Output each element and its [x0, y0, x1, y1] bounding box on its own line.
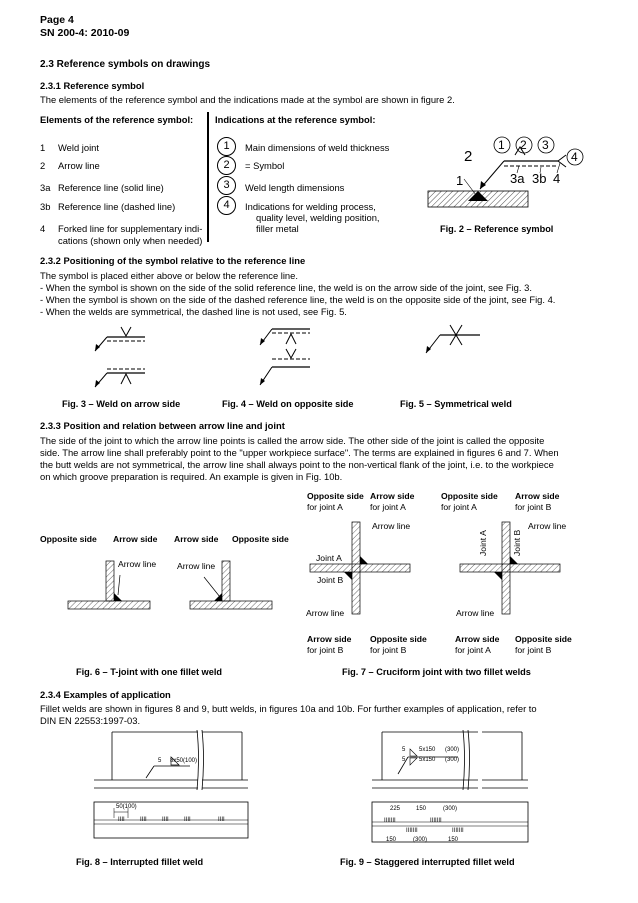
fig7-bottom-forB-3: for joint B — [515, 645, 552, 655]
fig7-joint-a-vertical: Joint A — [478, 530, 488, 556]
indication-2-label: = Symbol — [245, 160, 285, 171]
fig9-dim-300-bottom: (300) — [413, 837, 428, 843]
fig7-top-opposite-1: Opposite side — [307, 491, 364, 501]
section-2-3-3-title: 2.3.3 Position and relation between arrow line and joint — [40, 420, 285, 431]
fig6-arrow-line-label-1: Arrow line — [118, 559, 157, 569]
fig7-arrow-line-bottom-1: Arrow line — [306, 608, 345, 618]
svg-text:IIIIIII: IIIIIII — [452, 828, 464, 834]
fig6-label-arrow-2: Arrow side — [174, 534, 219, 544]
fig7-bottom-forA: for joint A — [455, 645, 491, 655]
fig4-weld-on-opposite-side — [250, 323, 330, 395]
element-2-label: Arrow line — [58, 160, 100, 171]
fig8-weld-size: 5 — [158, 758, 162, 764]
fig9-dim-300-top: (300) — [443, 806, 458, 812]
fig9-dim-150-bottom-2: 150 — [448, 837, 459, 843]
section-2-3-3-line-2: side. The arrow line shall preferably point to the "upper workpiece surface". The terms are explained in figures 6 and 7. When — [40, 447, 559, 458]
fig2-label-3: 3 — [542, 138, 549, 152]
svg-text:IIII: IIII — [184, 817, 191, 823]
fig4-caption: Fig. 4 – Weld on opposite side — [222, 399, 354, 409]
section-2-3-2-line-2: - When the symbol is shown on the side of the solid reference line, the weld is on the arrow side of the joint, see Fig. 3. — [40, 282, 532, 293]
fig9-weld-size-lower: 5 — [402, 757, 406, 763]
fig7-bottom-opposite-2: Opposite side — [515, 634, 572, 644]
fig2-reference-symbol-diagram — [420, 133, 600, 213]
fig7-top-forA-3: for joint A — [441, 502, 477, 512]
element-3a-label: Reference line (solid line) — [58, 182, 164, 193]
fig7-joint-a: Joint A — [316, 553, 342, 563]
section-2-3-3-line-3: the butt welds are not symmetrical, the arrow line shall always point to the non-vertical flank of the joint, i.e. to the workpiece — [40, 459, 554, 470]
svg-text:IIII: IIII — [218, 817, 225, 823]
indication-3-number: 3 — [217, 176, 236, 195]
fig9-dim-150-top: 150 — [416, 806, 427, 812]
fig6-label-arrow-1: Arrow side — [113, 534, 158, 544]
svg-text:IIII: IIII — [162, 817, 169, 823]
standard-id: SN 200-4: 2010-09 — [40, 27, 130, 39]
fig7-bottom-forB-2: for joint B — [370, 645, 407, 655]
indication-2-number: 2 — [217, 156, 236, 175]
fig2-label-3a: 3a — [510, 171, 525, 186]
fig7-joint-b-vertical: Joint B — [512, 529, 522, 556]
fig6-label-opposite-1: Opposite side — [40, 534, 97, 544]
fig6-label-opposite-2: Opposite side — [232, 534, 289, 544]
section-2-3-3-line-1: The side of the joint to which the arrow line points is called the arrow side. The other side of the joint is called the opposite — [40, 435, 545, 446]
element-1-label: Weld joint — [58, 142, 99, 153]
fig5-caption: Fig. 5 – Symmetrical weld — [400, 399, 512, 409]
section-2-3-2-title: 2.3.2 Positioning of the symbol relative to the reference line — [40, 255, 306, 266]
fig6-arrow-line-label-2: Arrow line — [177, 561, 216, 571]
fig5-symmetrical-weld — [420, 323, 500, 363]
indication-4-label: Indications for welding process, — [245, 201, 376, 212]
section-2-3-4-title: 2.3.4 Examples of application — [40, 689, 171, 700]
fig7-top-forB: for joint B — [515, 502, 552, 512]
section-2-3-title: 2.3 Reference symbols on drawings — [40, 59, 211, 70]
section-2-3-2-line-3: - When the symbol is shown on the side of the dashed reference line, the weld is on the opposite side of the joint, see Fig. 4. — [40, 294, 556, 305]
fig2-label-1: 1 — [498, 138, 505, 152]
section-2-3-2-line-1: The symbol is placed either above or below the reference line. — [40, 270, 298, 281]
element-2-key: 2 — [40, 160, 46, 171]
element-3b-key: 3b — [40, 201, 51, 212]
fig2-label-joint-1: 1 — [456, 173, 464, 188]
indication-4-label-cont2: filler metal — [256, 223, 299, 234]
fig2-label-2: 2 — [520, 138, 527, 152]
svg-text:IIIIIII: IIIIIII — [406, 828, 418, 834]
element-4-key: 4 — [40, 223, 46, 234]
section-2-3-4-line-1: Fillet welds are shown in figures 8 and 9, butt welds, in figures 10a and 10b. For further examples of application, refer to — [40, 703, 537, 714]
fig3-caption: Fig. 3 – Weld on arrow side — [62, 399, 181, 409]
fig8-caption: Fig. 8 – Interrupted fillet weld — [76, 857, 204, 867]
indication-4-number: 4 — [217, 196, 236, 215]
indication-4-label-cont1: quality level, welding position, — [256, 212, 380, 223]
fig7-arrow-line-top-2: Arrow line — [528, 521, 567, 531]
fig8-interrupted-fillet-weld-diagram — [90, 730, 250, 840]
fig2-label-forked-4: 4 — [553, 171, 561, 186]
fig3-weld-on-arrow-side — [85, 323, 165, 395]
element-3a-key: 3a — [40, 182, 51, 193]
fig9-weld-size-upper: 5 — [402, 747, 406, 753]
indication-1-label: Main dimensions of weld thickness — [245, 142, 390, 153]
fig7-top-forA-1: for joint A — [307, 502, 343, 512]
section-2-3-3-line-4: on which groove preparation is required. An example is given in Fig. 10b. — [40, 471, 343, 482]
element-4-label: Forked line for supplementary indi- — [58, 223, 203, 234]
fig6-caption: Fig. 6 – T-joint with one fillet weld — [76, 667, 222, 677]
fig2-caption: Fig. 2 – Reference symbol — [440, 224, 554, 234]
element-4-label-cont: cations (shown only when needed) — [58, 235, 203, 246]
fig7-arrow-line-top-1: Arrow line — [372, 521, 411, 531]
fig9-pitch-lower: (300) — [445, 757, 460, 763]
fig7-cruciform-joint-diagram — [300, 518, 590, 618]
indication-1-number: 1 — [217, 137, 236, 156]
section-2-3-1-title: 2.3.1 Reference symbol — [40, 80, 145, 91]
element-3b-label: Reference line (dashed line) — [58, 201, 176, 212]
indication-3-label: Weld length dimensions — [245, 182, 345, 193]
fig7-bottom-arrow-2: Arrow side — [455, 634, 500, 644]
indications-heading: Indications at the reference symbol: — [215, 114, 376, 125]
fig7-top-forA-2: for joint A — [370, 502, 406, 512]
section-2-3-4-line-2: DIN EN 22553:1997-03. — [40, 715, 141, 726]
page-number: Page 4 — [40, 14, 74, 26]
section-2-3-1-text: The elements of the reference symbol and the indications made at the symbol are shown in figure 2. — [40, 94, 455, 105]
fig9-dim-150-bottom-1: 150 — [386, 837, 397, 843]
fig7-top-arrow-2: Arrow side — [515, 491, 560, 501]
fig7-arrow-line-bottom-2: Arrow line — [456, 608, 495, 618]
fig2-label-arrow-2: 2 — [464, 148, 473, 165]
fig9-caption: Fig. 9 – Staggered interrupted fillet weld — [340, 857, 515, 867]
fig2-label-3b: 3b — [532, 171, 547, 186]
fig7-top-arrow-1: Arrow side — [370, 491, 415, 501]
fig2-label-4: 4 — [571, 150, 578, 164]
fig9-pitch-upper: (300) — [445, 747, 460, 753]
fig7-bottom-opposite-1: Opposite side — [370, 634, 427, 644]
fig8-weld-spec: 8x50(100) — [170, 758, 198, 764]
svg-text:IIIIIII: IIIIIII — [430, 818, 442, 824]
svg-text:IIIIIII: IIIIIII — [384, 818, 396, 824]
section-2-3-2-line-4: - When the welds are symmetrical, the dashed line is not used, see Fig. 5. — [40, 306, 347, 317]
svg-text:IIII: IIII — [118, 817, 125, 823]
fig8-pitch-dimension: 50(100) — [116, 804, 137, 810]
fig9-dim-225: 225 — [390, 806, 401, 812]
fig7-caption: Fig. 7 – Cruciform joint with two fillet welds — [342, 667, 531, 677]
fig7-bottom-forB-1: for joint B — [307, 645, 344, 655]
fig7-top-opposite-2: Opposite side — [441, 491, 498, 501]
elements-heading: Elements of the reference symbol: — [40, 114, 194, 125]
element-1-key: 1 — [40, 142, 46, 153]
fig7-joint-b: Joint B — [317, 575, 344, 585]
svg-text:IIII: IIII — [140, 817, 147, 823]
fig9-weld-spec-lower: 5x150 — [419, 757, 436, 763]
column-divider — [207, 112, 209, 242]
fig7-bottom-arrow-1: Arrow side — [307, 634, 352, 644]
fig9-weld-spec-upper: 5x150 — [419, 747, 436, 753]
